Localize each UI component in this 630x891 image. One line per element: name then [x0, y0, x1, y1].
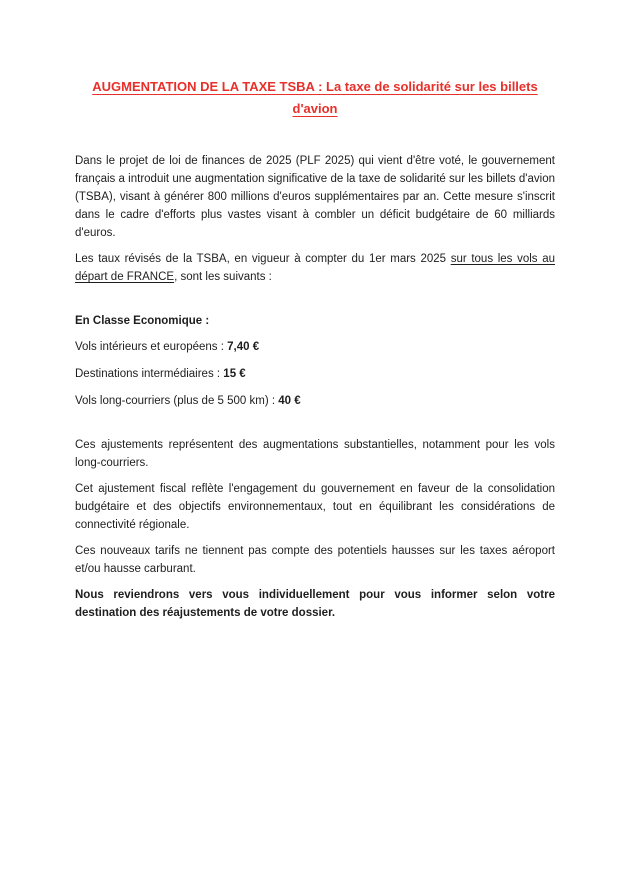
adjustments-paragraph: Ces ajustements représentent des augmentations substantielles, notamment pour les vols long-courriers.: [75, 439, 555, 469]
rates-intro-suffix: , sont les suivants :: [174, 271, 272, 283]
rate-value: 7,40 €: [227, 341, 260, 353]
disclaimer-paragraph: Ces nouveaux tarifs ne tiennent pas compte des potentiels hausses sur les taxes aéroport et/ou hausse carburant.: [75, 545, 555, 575]
rate-line-intermediate: [75, 365, 555, 383]
rate-line-longhaul: [75, 392, 555, 410]
rate-label: Vols long-courriers (plus de 5 500 km) :: [75, 395, 276, 407]
rates-intro-prefix: Les taux révisés de la TSBA, en vigueur à compter du 1er mars 2025: [75, 253, 451, 265]
closing-paragraph: Nous reviendrons vers vous individuellement pour vous informer selon votre destination des réajustements de votre dossier.: [75, 589, 555, 619]
economy-class-header: En Classe Economique :: [75, 315, 210, 327]
rates-intro-paragraph: [75, 250, 555, 286]
fiscal-paragraph: Cet ajustement fiscal reflète l'engagement du gouvernement en faveur de la consolidation budgétaire et des objectifs environnementaux, tout en équilibrant les considérations de connectivité régionale.: [75, 483, 555, 531]
intro-paragraph: Dans le projet de loi de finances de 2025 (PLF 2025) qui vient d'être voté, le gouvernement français a introduit une augmentation significative de la taxe de solidarité sur les billets d'avion (TSBA), visant à générer 800 millions d'euros supplémentaires par an. Cette mesure s'inscrit dans le cadre d'efforts plus vastes visant à combler un déficit budgétaire de 60 milliards d'euros.: [75, 155, 555, 239]
document-title: AUGMENTATION DE LA TAXE TSBA : La taxe de solidarité sur les billets d'avion: [92, 79, 538, 116]
rate-label: Destinations intermédiaires :: [75, 368, 221, 380]
rate-value: 40 €: [278, 395, 301, 407]
rates-scope-underline: sur tous les vols au départ de FRANCE: [75, 253, 555, 283]
rate-value: 15 €: [223, 368, 246, 380]
rate-line-domestic: [75, 338, 555, 356]
rate-label: Vols intérieurs et européens :: [75, 341, 224, 353]
